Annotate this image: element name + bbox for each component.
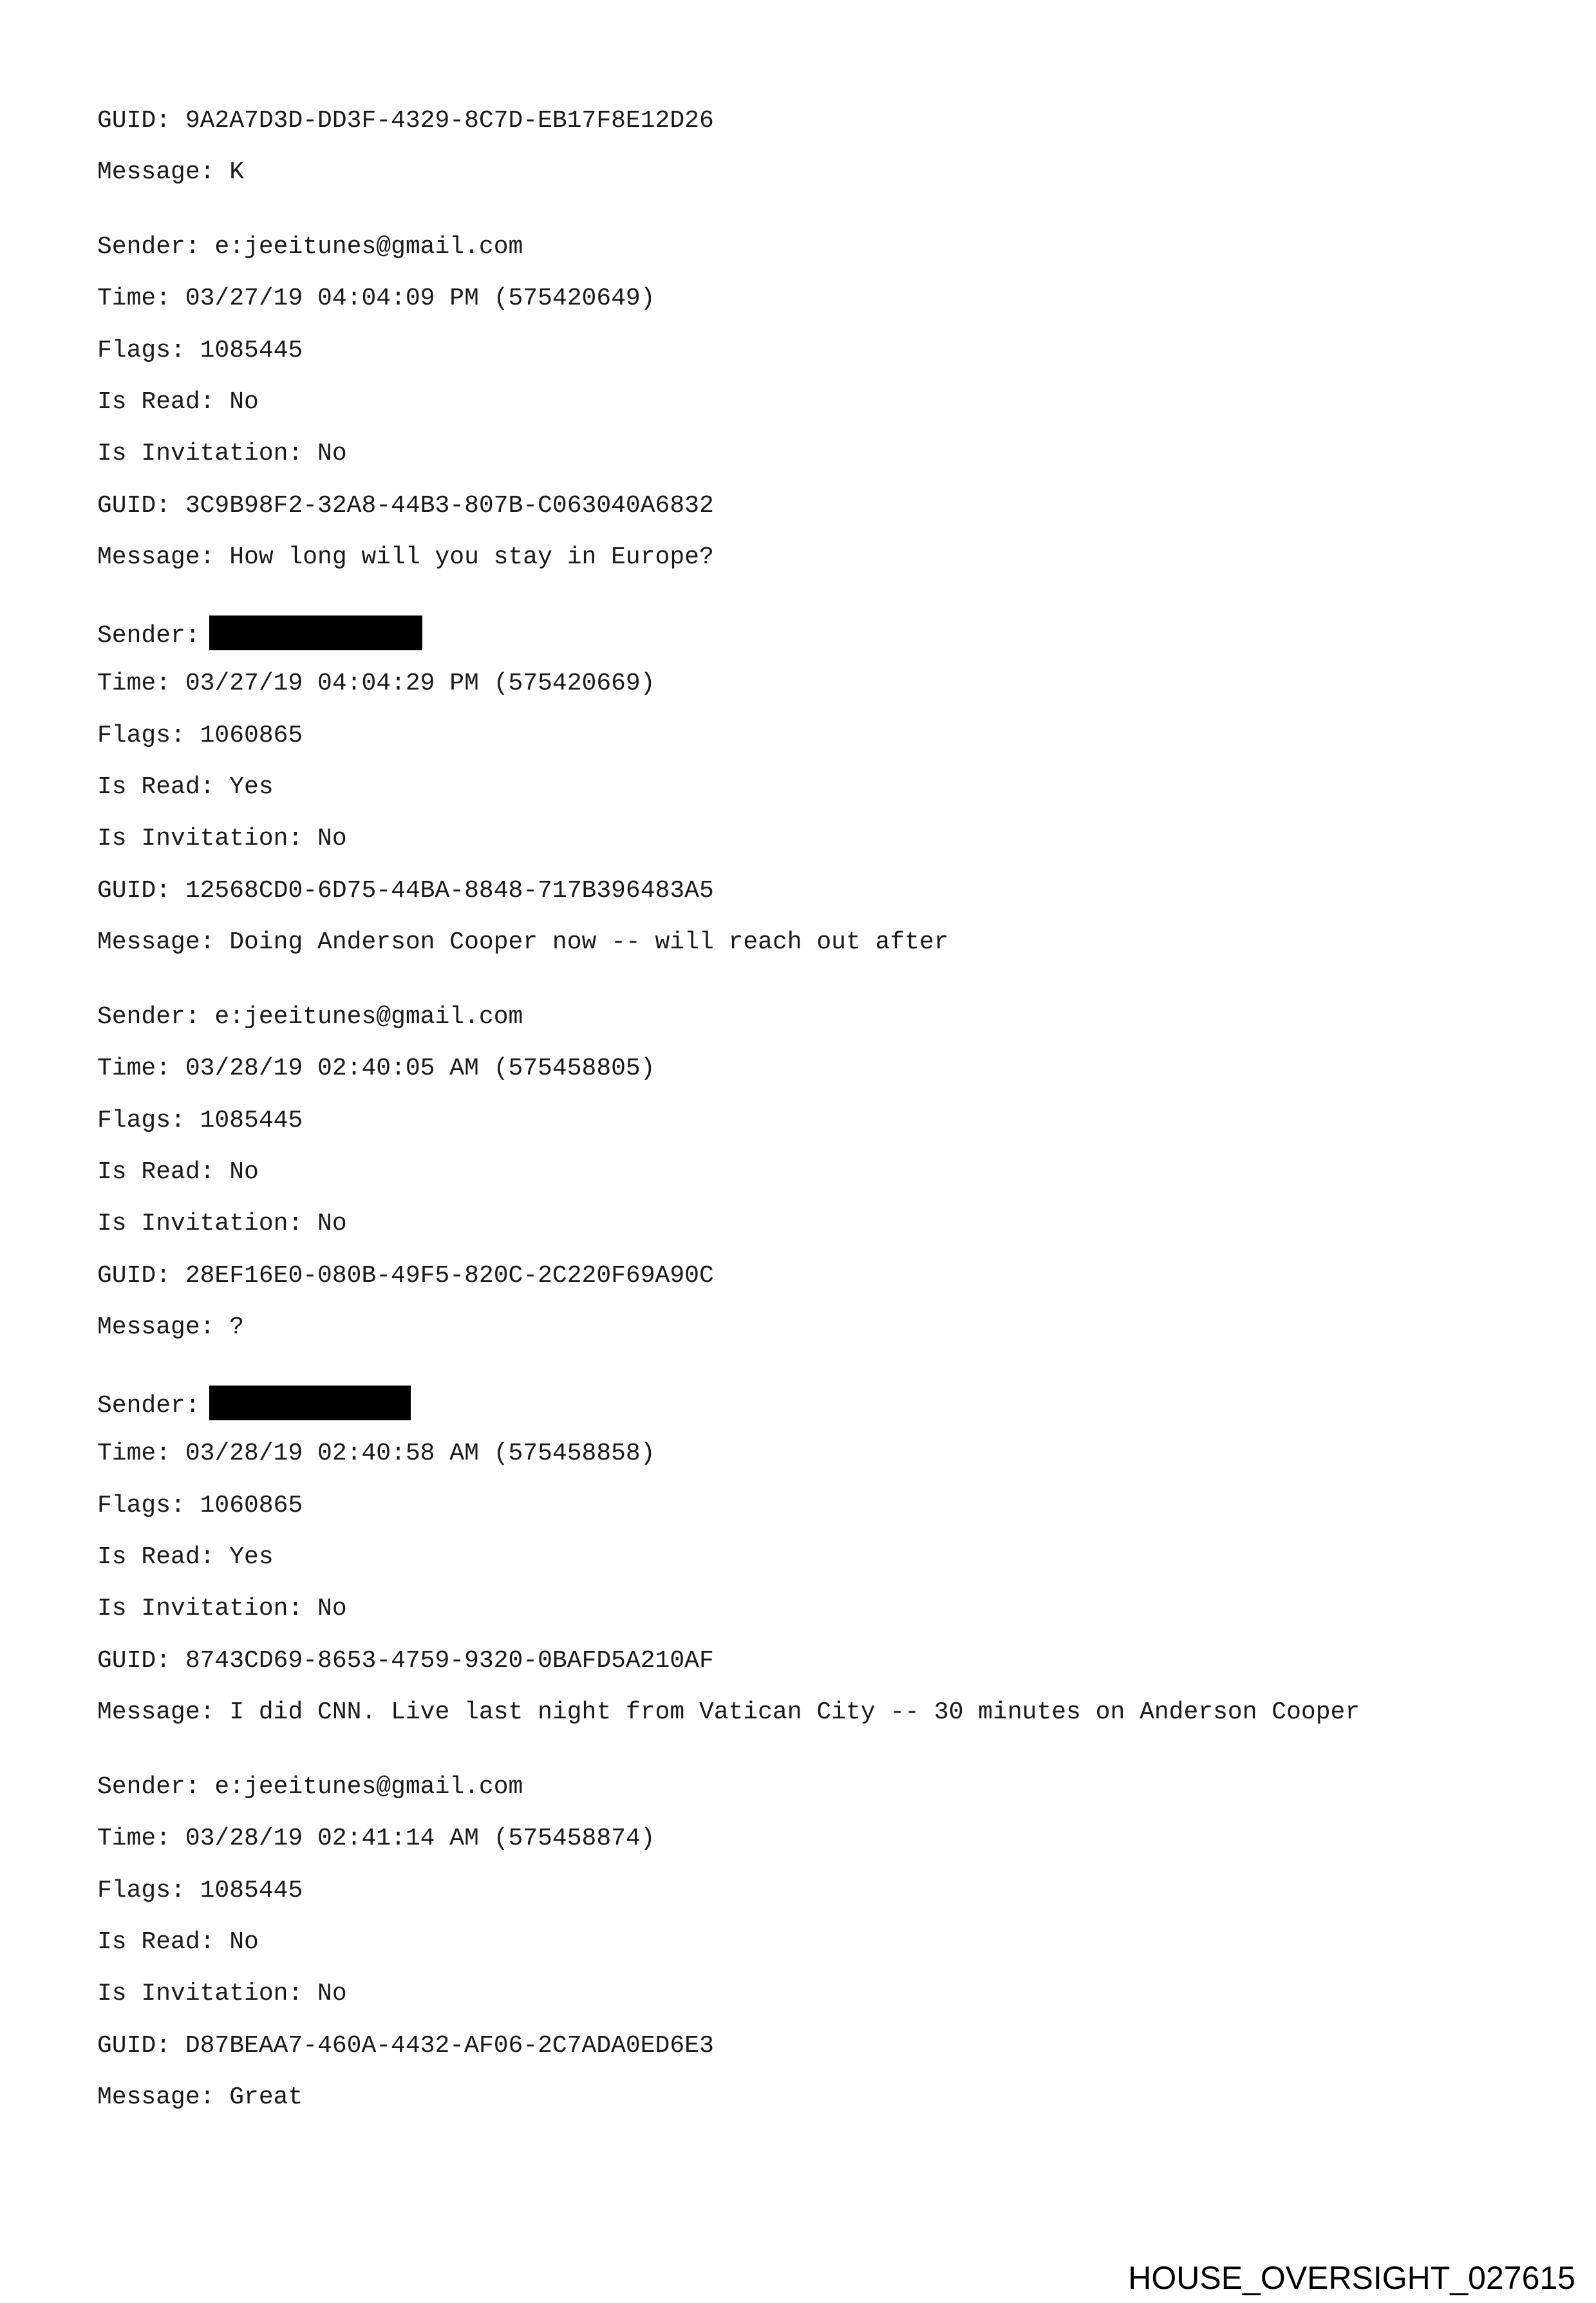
record-is-read: Is Read: No <box>97 388 259 416</box>
record-flags: Flags: 1060865 <box>97 1492 303 1519</box>
sender-label: Sender: <box>97 1392 200 1420</box>
record-sender: Sender: e:jeeitunes@gmail.com <box>97 233 523 261</box>
record-is-invitation: Is Invitation: No <box>97 440 347 467</box>
record-message: Message: I did CNN. Live last night from Vatican City -- 30 minutes on Anderson Cooper <box>97 1698 1360 1726</box>
record-sender: Sender: e:jeeitunes@gmail.com <box>97 1773 523 1801</box>
record-time: Time: 03/28/19 02:41:14 AM (575458874) <box>97 1825 655 1852</box>
record-guid: GUID: 9A2A7D3D-DD3F-4329-8C7D-EB17F8E12D26 <box>97 107 714 135</box>
record-flags: Flags: 1060865 <box>97 722 303 749</box>
record-is-invitation: Is Invitation: No <box>97 1595 347 1622</box>
record-sender: Sender: e:jeeitunes@gmail.com <box>97 1003 523 1031</box>
record-guid: GUID: 8743CD69-8653-4759-9320-0BAFD5A210AF <box>97 1647 714 1675</box>
record-message: Message: Doing Anderson Cooper now -- will reach out after <box>97 928 949 956</box>
record-message: Message: K <box>97 158 245 186</box>
record-guid: GUID: D87BEAA7-460A-4432-AF06-2C7ADA0ED6E3 <box>97 2032 714 2060</box>
redaction-box <box>209 616 422 650</box>
record-is-read: Is Read: No <box>97 1158 259 1186</box>
record-guid: GUID: 28EF16E0-080B-49F5-820C-2C220F69A90C <box>97 1262 714 1290</box>
record-message: Message: ? <box>97 1313 245 1341</box>
record-message: Message: How long will you stay in Europe? <box>97 543 714 571</box>
record-time: Time: 03/28/19 02:40:05 AM (575458805) <box>97 1055 655 1082</box>
record-flags: Flags: 1085445 <box>97 1107 303 1134</box>
sender-label: Sender: <box>97 622 200 650</box>
record-is-invitation: Is Invitation: No <box>97 825 347 852</box>
bates-number: HOUSE_OVERSIGHT_027615 <box>1128 2260 1575 2296</box>
record-sender <box>97 1388 411 1423</box>
redaction-box <box>209 1386 411 1420</box>
record-time: Time: 03/27/19 04:04:09 PM (575420649) <box>97 285 655 312</box>
record-flags: Flags: 1085445 <box>97 337 303 364</box>
record-is-read: Is Read: Yes <box>97 773 274 801</box>
record-guid: GUID: 12568CD0-6D75-44BA-8848-717B396483A5 <box>97 877 714 905</box>
record-guid: GUID: 3C9B98F2-32A8-44B3-807B-C063040A6832 <box>97 492 714 520</box>
record-flags: Flags: 1085445 <box>97 1877 303 1904</box>
record-message: Message: Great <box>97 2083 303 2111</box>
record-time: Time: 03/28/19 02:40:58 AM (575458858) <box>97 1440 655 1467</box>
record-is-read: Is Read: No <box>97 1928 259 1956</box>
record-is-invitation: Is Invitation: No <box>97 1980 347 2007</box>
record-is-read: Is Read: Yes <box>97 1543 274 1571</box>
record-is-invitation: Is Invitation: No <box>97 1210 347 1237</box>
record-sender <box>97 618 422 653</box>
record-time: Time: 03/27/19 04:04:29 PM (575420669) <box>97 670 655 697</box>
